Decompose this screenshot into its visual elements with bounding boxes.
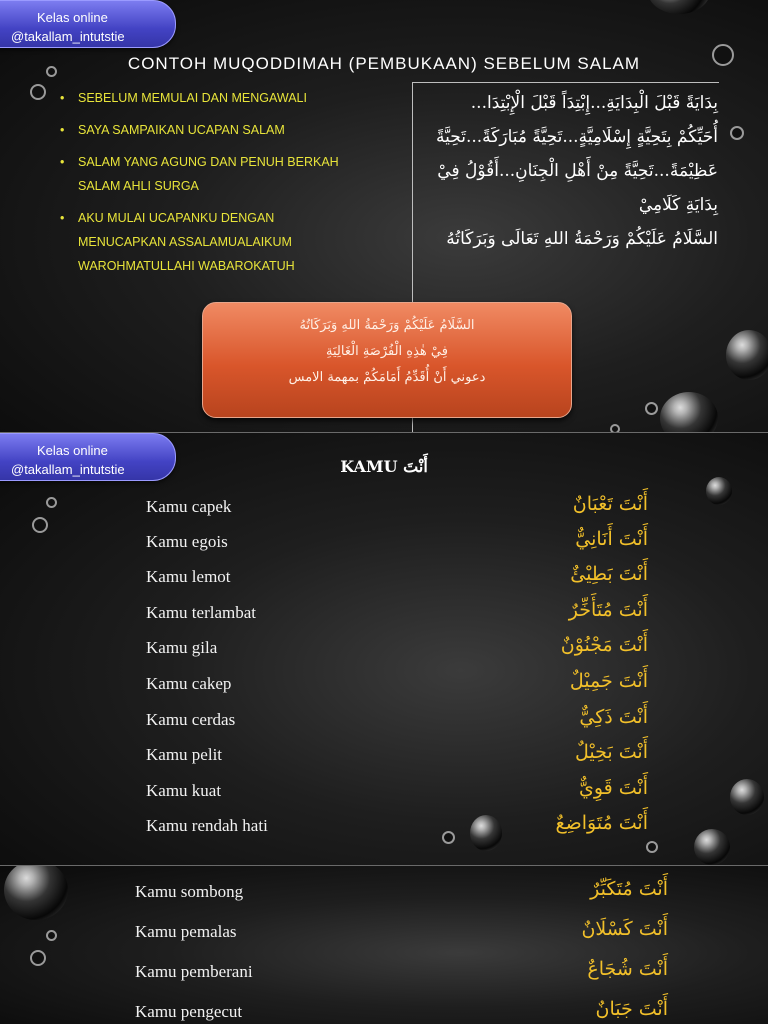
vocab-arabic: أَنْتَ جَبَانٌ xyxy=(595,998,668,1020)
slide-title: CONTOH MUQODDIMAH (PEMBUKAAN) SEBELUM SALAM xyxy=(127,54,641,73)
arabic-line: السَّلَامُ عَلَيْكُمْ وَرَحْمَةُ اللهِ تَعَالَى وَبَرَكَاتُهُ xyxy=(446,229,718,249)
vocab-indonesian: Kamu pengecut xyxy=(135,1002,243,1021)
bullet-list xyxy=(60,86,380,286)
vocab-indonesian: Kamu sombong xyxy=(135,882,244,901)
bullet-item xyxy=(60,86,380,110)
bullet-text: SAYA SAMPAIKAN UCAPAN SALAM xyxy=(78,123,285,137)
callout-line: فِيْ هٰذِهِ الْفُرْصَةِ الْغَالِيَةِ xyxy=(326,344,448,359)
vocab-indonesian: Kamu gila xyxy=(146,638,218,657)
bullet-icon: • xyxy=(60,155,65,169)
bullet-icon: • xyxy=(60,123,65,137)
bubble-decoration xyxy=(726,330,768,380)
vocab-indonesian: Kamu pemalas xyxy=(135,922,237,941)
salam-callout-box xyxy=(202,302,572,418)
vocab-row xyxy=(0,561,768,595)
arabic-line: بِدَايَةً قَبْلَ الْبِدَايَةِ...إِبْتِدَاً قَبْلَ الْإِبْتِدَا... xyxy=(470,93,718,113)
arabic-line: بِدَايَةِ كَلَامِيْ xyxy=(638,195,718,215)
vocab-row xyxy=(0,956,768,990)
vocab-indonesian: Kamu cerdas xyxy=(146,710,236,729)
vocab-arabic: أَنْتَ مُتَكَبِّرٌ xyxy=(590,878,668,900)
vocab-indonesian: Kamu pelit xyxy=(146,745,223,764)
vocab-arabic: أَنْتَ جَمِيْلٌ xyxy=(569,670,648,692)
vocab-row xyxy=(0,810,768,844)
badge-line1: Kelas online xyxy=(37,443,108,458)
bullet-text: SALAM YANG AGUNG DAN PENUH BERKAH xyxy=(78,155,339,169)
badge-line1: Kelas online xyxy=(37,10,108,25)
vocab-row xyxy=(0,775,768,809)
vocab-indonesian: Kamu cakep xyxy=(146,674,232,693)
vocab-arabic: أَنْتَ مُتَوَاضِعٌ xyxy=(555,812,648,834)
bubble-decoration xyxy=(648,0,710,14)
bullet-icon: • xyxy=(60,211,65,225)
vocab-arabic: أَنْتَ ذَكِيٌّ xyxy=(579,706,648,728)
title-id: KAMU xyxy=(340,457,398,476)
slide-title xyxy=(0,457,768,476)
bullet-text: SALAM AHLI SURGA xyxy=(78,179,199,193)
callout-line: السَّلَامُ عَلَيْكُمْ وَرَحْمَةُ اللهِ وَبَرَكَاتُهُ xyxy=(299,318,475,333)
vocab-arabic: أَنْتَ شُجَاعٌ xyxy=(587,958,668,980)
slide-muqoddimah xyxy=(0,0,768,432)
vocab-indonesian: Kamu kuat xyxy=(146,781,222,800)
vocab-arabic: أَنْتَ مَجْنُوْنٌ xyxy=(560,634,648,656)
vocab-indonesian: Kamu pemberani xyxy=(135,962,253,981)
bullet-item xyxy=(60,150,380,198)
vocab-arabic: أَنْتَ كَسْلَانٌ xyxy=(581,918,668,940)
arabic-line: أُحَيِّكُمْ بِتَحِيَّةٍ إِسْلَامِيَّةٍ...تَحِيَّةً مُبَارَكَةً...تَحِيَّةً xyxy=(436,127,718,147)
vocab-row xyxy=(0,668,768,702)
bullet-text: SEBELUM MEMULAI DAN MENGAWALI xyxy=(78,91,307,105)
vocab-row xyxy=(0,996,768,1024)
callout-line: دعوني أَنْ أُقَدِّمُ أَمَامَكُمْ بمهمة الامس xyxy=(288,370,486,385)
vocab-arabic: أَنْتَ مُتَأَخِّرٌ xyxy=(568,599,648,621)
vocab-arabic: أَنْتَ بَطِيْئٌ xyxy=(570,563,648,585)
badge-line2: @takallam_intutstie xyxy=(11,462,125,477)
bullet-item xyxy=(60,206,380,278)
vocab-arabic: أَنْتَ تَعْبَانٌ xyxy=(572,493,648,515)
slide-kamu-vocab-continued xyxy=(0,866,768,1024)
vocab-row xyxy=(0,491,768,525)
vocab-indonesian: Kamu egois xyxy=(146,532,228,551)
vocab-row xyxy=(0,739,768,773)
vocab-arabic: أَنْتَ بَخِيْلٌ xyxy=(575,741,648,763)
vocab-row xyxy=(0,632,768,666)
bubble-decoration xyxy=(30,84,46,100)
vocab-row xyxy=(0,526,768,560)
vocab-row xyxy=(0,916,768,950)
bubble-decoration xyxy=(730,126,744,140)
title-ar: أَنْتَ xyxy=(403,457,428,476)
bullet-text: WAROHMATULLAHI WABAROKATUH xyxy=(78,259,295,273)
vocab-indonesian: Kamu rendah hati xyxy=(146,816,268,835)
slide-kamu-vocab xyxy=(0,433,768,865)
vocab-row xyxy=(0,876,768,910)
vocab-row xyxy=(0,704,768,738)
vocab-arabic: أَنْتَ قَوِيٌّ xyxy=(578,777,648,799)
arabic-muqoddimah xyxy=(418,86,718,256)
badge-line2: @takallam_intutstie xyxy=(11,29,125,44)
vocab-indonesian: Kamu lemot xyxy=(146,567,231,586)
vocab-indonesian: Kamu capek xyxy=(146,497,232,516)
bullet-item xyxy=(60,118,380,142)
vocab-row xyxy=(0,597,768,631)
class-badge xyxy=(0,0,176,48)
bullet-text: MENUCAPKAN ASSALAMUALAIKUM xyxy=(78,235,292,249)
bullet-icon: • xyxy=(60,91,65,105)
vocab-arabic: أَنْتَ أَنَانِيٌّ xyxy=(575,528,648,550)
vocab-indonesian: Kamu terlambat xyxy=(146,603,256,622)
bullet-text: AKU MULAI UCAPANKU DENGAN xyxy=(78,211,275,225)
arabic-line: عَظِيْمَةً...تَحِيَّةً مِنْ أَهْلِ الْجِنَانِ...أَقُوْلُ فِيْ xyxy=(437,161,718,181)
